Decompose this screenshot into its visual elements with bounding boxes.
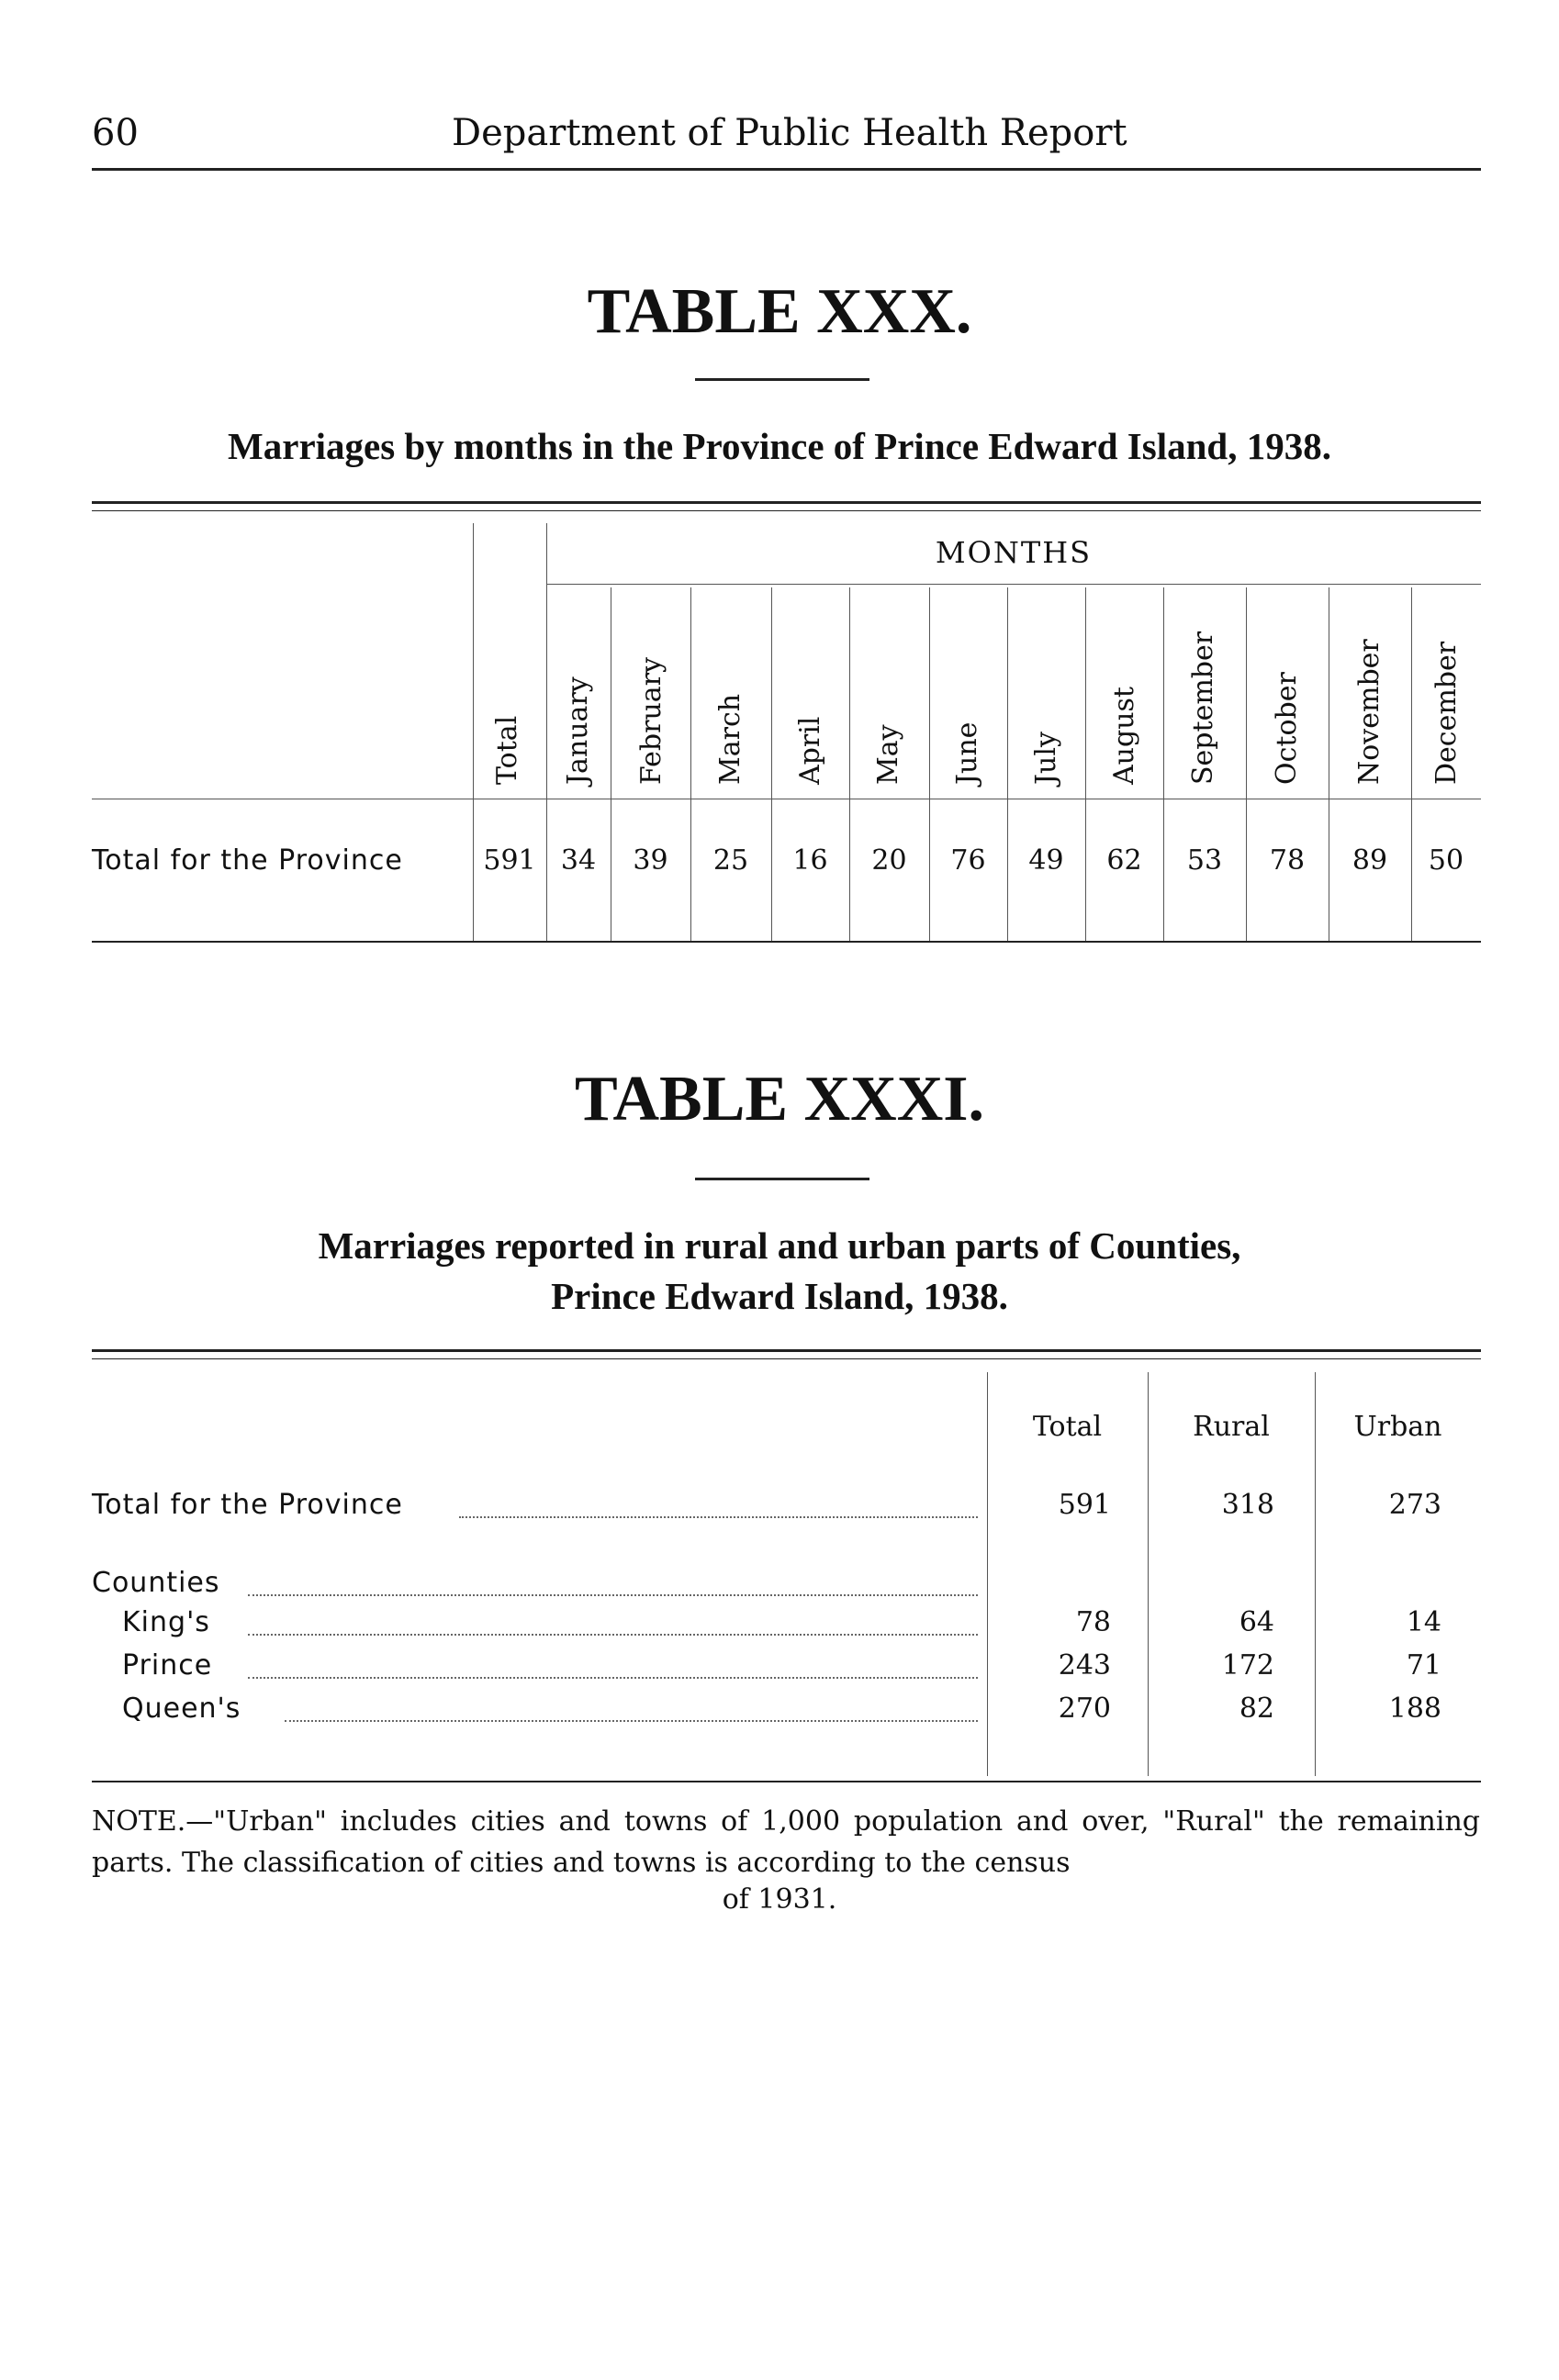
col-header-december: December [1430,641,1463,785]
value-may: 20 [871,844,907,877]
col-header-july: July [1030,732,1062,785]
running-title: Department of Public Health Report [452,112,1127,154]
dot-leader [459,1516,978,1518]
table-xxx-caption: Marriages by months in the Province of Prince Edward Island, 1938. [228,425,1331,467]
cell-urban: 71 [1406,1649,1441,1682]
value-december: 50 [1428,844,1464,877]
value-june: 76 [950,844,986,877]
cell-total: 243 [1058,1649,1111,1682]
table-xxxi-caption-line1: Marriages reported in rural and urban parts of Counties, [318,1224,1241,1267]
cell-urban: 188 [1388,1693,1441,1725]
cell-total: 270 [1058,1693,1111,1725]
col-header-september: September [1187,631,1219,785]
col-header-total: Total [1032,1411,1103,1443]
title-underline [695,378,869,381]
cell-rural: 64 [1239,1606,1274,1638]
page-number: 60 [92,112,139,154]
value-november: 89 [1352,844,1388,877]
col-header-rural: Rural [1193,1411,1270,1443]
col-separator [929,587,930,941]
value-january: 34 [560,844,597,877]
table-top-rule-thin [92,510,1481,511]
col-header-october: October [1271,672,1303,785]
col-header-february: February [635,657,667,785]
table-xxxi-caption-line2: Prince Edward Island, 1938. [551,1275,1008,1317]
row-label-counties: Counties [92,1567,220,1599]
value-april: 16 [792,844,828,877]
value-august: 62 [1106,844,1142,877]
table-xxxi-title: TABLE XXXI. [574,1064,984,1134]
col-separator [1163,587,1164,941]
col-header-august: August [1108,687,1140,785]
table-top-rule-thin [92,1358,1481,1359]
value-february: 39 [633,844,668,877]
table-top-rule [92,1349,1481,1352]
months-header: MONTHS [935,535,1093,570]
col-header-june: June [951,721,983,785]
col-separator [1411,587,1412,941]
row-label-queens: Queen's [122,1693,241,1725]
table-top-rule [92,501,1481,504]
col-separator [546,523,547,941]
dot-leader [248,1677,978,1679]
col-separator [1246,587,1247,941]
row-label-prince: Prince [122,1649,213,1682]
cell-rural: 82 [1239,1693,1274,1725]
col-header-november: November [1353,639,1385,785]
dot-leader [285,1720,978,1722]
dot-leader [248,1594,978,1596]
col-separator [690,587,691,941]
col-header-march: March [714,693,746,785]
value-total: 591 [483,844,536,877]
row-label-kings: King's [122,1606,210,1638]
table-xxx-title: TABLE XXX. [587,276,972,347]
col-header-total: Total [491,715,523,785]
col-header-april: April [794,716,826,785]
header-rule [92,168,1481,171]
value-september: 53 [1186,844,1223,877]
cell-rural: 172 [1221,1649,1274,1682]
value-october: 78 [1269,844,1306,877]
note-text: NOTE.—"Urban" includes cities and towns of 1,000 population and over, "Rural" the remaining parts. The classification of cities and towns is according to the census [92,1805,1480,1879]
col-separator [1007,587,1008,941]
col-separator [473,523,474,941]
row-label-total-province: Total for the Province [92,1489,403,1521]
row-label-total-province: Total for the Province [92,844,403,877]
note-text-last-line: of 1931. [722,1883,837,1916]
title-underline [695,1178,869,1180]
cell-urban: 14 [1406,1606,1441,1638]
table-bottom-rule [92,1781,1481,1782]
cell-total: 591 [1058,1489,1111,1521]
value-july: 49 [1028,844,1064,877]
col-separator [1085,587,1086,941]
cell-rural: 318 [1221,1489,1274,1521]
col-header-may: May [872,724,904,785]
cell-total: 78 [1075,1606,1111,1638]
col-separator [849,587,850,941]
col-header-january: January [562,676,594,785]
months-rule [546,584,1481,585]
col-separator [771,587,772,941]
value-march: 25 [712,844,749,877]
dot-leader [248,1634,978,1636]
col-header-urban: Urban [1353,1411,1442,1443]
table-bottom-rule [92,941,1481,943]
cell-urban: 273 [1388,1489,1441,1521]
